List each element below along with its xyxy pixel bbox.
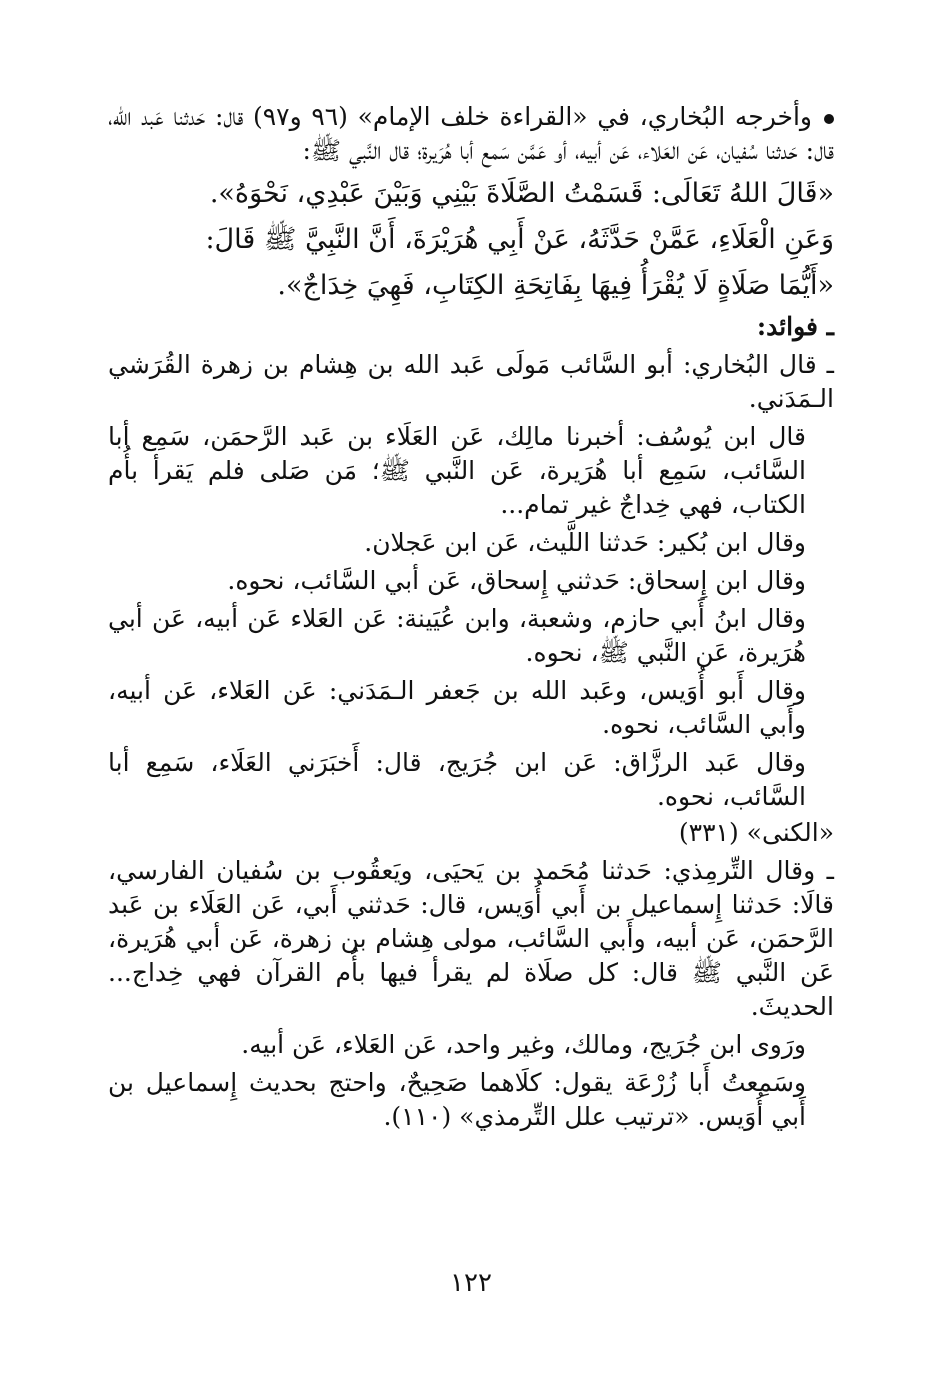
paragraph-ibn-bukayr: وقال ابن بُكير: حَدثنا اللَّيث، عَن ابن عَجلان. (364, 528, 806, 557)
hadith-quote-qasamtu: «قَالَ اللهُ تَعَالَى: قَسَمْتُ الصَّلَاةَ بَيْنِي وَبَيْنَ عَبْدِي، نَحْوَهُ». (209, 178, 834, 209)
paragraph-ibn-jurayj: ورَوى ابن جُرَيج، ومالك، وغير واحد، عَن العَلاء، عَن أبيه. (241, 1030, 806, 1059)
page-number: ١٢٢ (450, 1268, 492, 1298)
source-reference-kuna: «الكنى» (٣٣١) (678, 818, 834, 847)
paragraph-ibn-abi-hazim: وقال ابنُ أَبي حازم، وشعبة، وابن عُيَينة: عَن العَلاء عَن أبيه، عَن أبي هُرَيرة، عَن النَّبي ﷺ، نحوه. (108, 604, 806, 667)
paragraph-abu-uways: وقال أَبو أُوَيس، وعَبد الله بن جَعفر الـمَدَني: عَن العَلاء، عَن أبيه، وأَبي السَّائب، نحوه. (108, 676, 806, 739)
paragraph-tirmidhi: ـ وقال التِّرمِذي: حَدثنا مُحَمد بن يَحيَى، ويَعقُوب بن سُفيان الفارسي، قالَا: حَدثنا إِسماعيل بن أَبي أُوَيس، قال: حَدثني أَبي، عَن العَلَاء بن عَبد الرَّحمَن، عَن أبيه، وأَبي السَّائب، مولى هِشام بن زهرة، عَن أبي هُرَيرة، عَن النَّبي ﷺ قال: كل صلَاة لم يقرأ فيها بأُم القرآن فهي خِداج... الحديثَ. (108, 856, 834, 1021)
hadith-chain-ala: وَعَنِ الْعَلَاءِ، عَمَّنْ حَدَّثَهُ، عَنْ أَبِي هُرَيْرَةَ، أَنَّ النَّبِيَّ ﷺ قَالَ: (205, 224, 834, 255)
paragraph-bukhari-qiraa: وأخرجه البُخاري، في «القراءة خلف الإمام» (٩٦ و٩٧) قال: حَدثنا عَبد الله، قال: حَدثنا سُفيان، عَن العَلاء، عَن أبيه، أو عَمَّن سَمع أبا هُرَيرة؛ قال النَّبي ﷺ: (108, 102, 834, 165)
section-heading-fawaid: ـ فوائد: (756, 312, 834, 341)
hadith-quote-khidaj: «أَيُّمَا صَلَاةٍ لَا يُقْرَأُ فِيهَا بِفَاتِحَةِ الكِتَابِ، فَهِيَ خِدَاجٌ». (277, 270, 834, 301)
paragraph-bukhari-abu-saib: ـ قال البُخاري: أبو السَّائب مَولَى عَبد الله بن هِشام بن زهرة القُرَشي الـمَدَني. (108, 350, 834, 413)
paragraph-abu-zura: وسَمِعتُ أَبا زُرْعَة يقول: كلَاهما صَحِيحٌ، واحتج بحديث إِسماعيل بن أَبي أُوَيس. «ترتيب علل التِّرمذي» (١١٠). (108, 1068, 806, 1131)
text-body (108, 100, 834, 1134)
paragraph-ibn-yusuf: قال ابن يُوسُف: أخبرنا مالِك، عَن العَلَاء بن عَبد الرَّحمَن، سَمِع أبا السَّائب، سَمِع أبا هُرَيرة، عَن النَّبي ﷺ؛ مَن صَلى فلم يَقرأ بأُم الكتاب، فهي خِداجٌ غير تمام... (108, 422, 806, 519)
paragraph-abd-al-razzaq: وقال عَبد الرزَّاق: عَن ابن جُرَيج، قال: أَخبَرَني العَلَاء، سَمِع أبا السَّائب، نحوه. (108, 748, 806, 811)
bullet-icon (824, 114, 834, 124)
paragraph-ibn-ishaq: وقال ابن إِسحاق: حَدثني إِسحاق، عَن أبي السَّائب، نحوه. (227, 566, 806, 595)
